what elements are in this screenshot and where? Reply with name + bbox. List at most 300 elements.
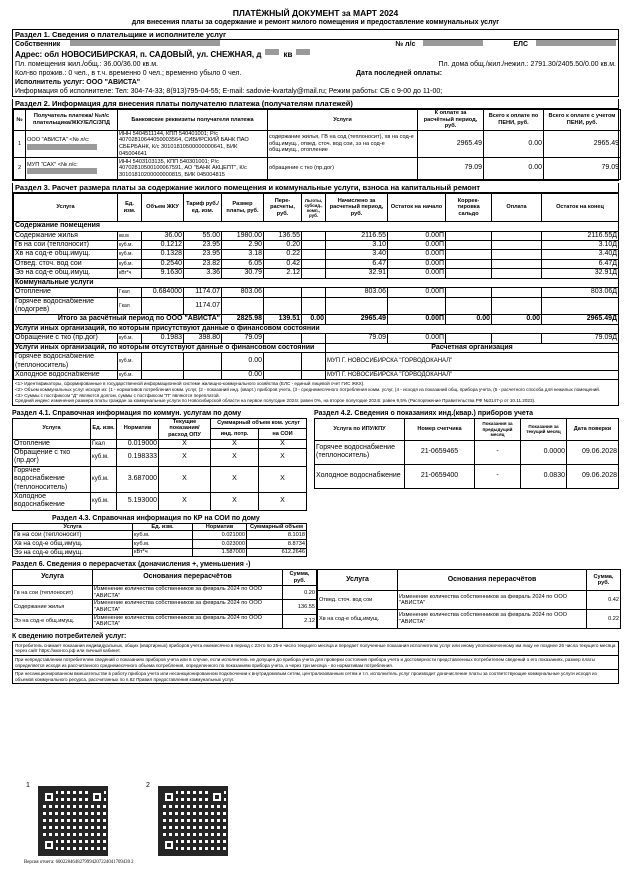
nodata-unit: куб.м. — [118, 353, 142, 371]
recalc — [264, 297, 302, 315]
qr-code-1 — [38, 786, 108, 856]
adjustment — [446, 334, 492, 343]
recalc-tables — [12, 569, 619, 629]
address-row — [13, 49, 618, 60]
total-adjustment: 0.00 — [446, 315, 492, 324]
tariff: 398.80 — [184, 334, 222, 343]
total-volume: 8.8734 — [247, 540, 307, 549]
col-individual: инд. потр. — [211, 429, 259, 439]
volume: 0.1212 — [142, 241, 184, 250]
charge-row — [14, 297, 619, 315]
group-other-orgs-nodata: Услуги иных организаций, по которым отсутствуют данные о финансовом состоянии — [14, 343, 326, 353]
col-tariff: Тариф руб./ ед. изм. — [184, 194, 222, 222]
service: Обращение с тко (пр.дог) — [13, 449, 91, 467]
col-service: Услуга — [13, 523, 133, 531]
col-reason: Основания перерасчётов — [93, 570, 283, 586]
col-current: Показания за текущий месяц — [521, 418, 567, 440]
total-row — [14, 315, 619, 324]
start-balance: 0.00П — [388, 269, 446, 278]
section-4-3-title: Раздел 4.3. Справочная информация по КР на СОИ по дому — [52, 514, 260, 522]
recalc: 2.12 — [264, 269, 302, 278]
last-payment: Дата последней оплаты: — [356, 70, 443, 77]
footnote: Средний индекс изменения размера платы граждан за коммунальные услуги по Новосибирской области на первое полугодие 2024г. равен 0%, на второе полугодие 2024г. равен 9,5% (Распоряжение Правительства РФ №3147-р от 10.11.2023). — [15, 398, 536, 404]
current: 0.0000 — [521, 440, 567, 464]
recipient-cell — [26, 130, 118, 157]
prev: - — [475, 440, 521, 464]
benefits — [302, 250, 326, 259]
col-common: на СОИ — [259, 429, 307, 439]
charge-row — [14, 241, 619, 250]
maintenance-rows — [14, 231, 619, 278]
qr-code-2 — [158, 786, 228, 856]
individual: X — [211, 449, 259, 467]
tariff: 23.95 — [184, 241, 222, 250]
section-2 — [12, 99, 619, 181]
qr-label-1: 1 — [26, 782, 30, 789]
tariff: 1174.07 — [184, 288, 222, 297]
common: X — [259, 439, 307, 448]
col-prev: Показания за предыдущий месяц — [475, 418, 521, 440]
footnote: <2> Объем коммунальных услуг исходя из: (1 - нормативов потребления комм. услуг, (2 - показаний инд. (кварт.) приборов учета, (3 - среднемесячного потребления комм. услуг, (4 - исходя из показаний общ. прибора учета, (5 - расчетного способа для нежилых помещений. — [15, 387, 601, 393]
volume: 0.1328 — [142, 250, 184, 259]
meters-rows — [315, 440, 619, 488]
current: 0.0830 — [521, 464, 567, 488]
house-area: Пл. дома общ./жил./нежил.: 2791.30/2405.50/0.00 кв.м. — [438, 61, 616, 68]
executor: Исполнитель услуг: ООО "АВИСТА" — [15, 79, 141, 86]
col-benefits: Льготы, субсид., комп., руб. — [302, 194, 326, 222]
nodata-service: Горячее водоснабжение (теплоноситель) — [14, 353, 118, 371]
prev: - — [475, 464, 521, 488]
col-bank: Банковские реквизиты получателя платежа — [118, 110, 268, 131]
service: Хв на сод-е общ.имущ. — [14, 250, 118, 259]
house-services-table — [12, 418, 307, 511]
house-services-header — [13, 418, 307, 428]
col-norm: Норматив — [117, 418, 159, 439]
qr-finder — [162, 838, 176, 852]
accrued: 6.47 — [326, 259, 388, 268]
qr-finder — [162, 790, 176, 804]
adjustment — [446, 269, 492, 278]
service: Горячее водоснабжение (теплоноситель) — [315, 440, 405, 464]
meter-number: 21-0659400 — [405, 464, 475, 488]
charge-row — [14, 250, 619, 259]
service: Горячее водоснабжение (подогрев) — [14, 297, 118, 315]
unit: куб.м. — [133, 540, 193, 549]
nodata-amount: 0.00 — [222, 353, 264, 371]
qr-finder — [90, 790, 104, 804]
individual: X — [211, 493, 259, 511]
reason: Изменение количества собственников за февраль 2024 по ООО "АВИСТА" — [398, 610, 587, 629]
payment — [492, 334, 542, 343]
peni: 0.00 — [484, 158, 544, 180]
recalc-row — [318, 591, 621, 610]
current: X — [159, 466, 211, 492]
col-volume: Объем ЖКУ — [142, 194, 184, 222]
nodata-org: МУП Г. НОВОСИБИРСКА "ГОРВОДОКАНАЛ" — [326, 371, 619, 380]
section-4-3 — [12, 514, 306, 557]
section-4-2-title: Раздел 4.2. Сведения о показаниях инд.(квар.) приборов учета — [314, 409, 534, 417]
col-accrued: Начислено за расчетный период, руб. — [326, 194, 388, 222]
kv-redacted — [296, 49, 310, 55]
charge-row — [14, 231, 619, 240]
col-num: № — [14, 110, 26, 131]
group-row — [14, 278, 619, 288]
reason: Изменение количества собственников за февраль 2024 по ООО "АВИСТА" — [398, 591, 587, 610]
unit: Гкал — [118, 288, 142, 297]
service: Отопление — [14, 288, 118, 297]
common: X — [259, 449, 307, 467]
notice-paragraph: Потребитель снимает показания индивидуальных, общих (квартирных) приборов учета ежемесячно в период с 23-го по 25-е число текущего месяца и передает полученные показания исполнителю услуг или иному уполномоченному им лицу не позднее 26 числа текущего месяца через сайт https://жкхнсо.рф или личный кабинет. — [13, 642, 618, 656]
total-recalc: 139.51 — [264, 315, 302, 324]
peni: 0.00 — [484, 130, 544, 157]
services: обращение с тко (пр.дог) — [268, 158, 418, 180]
meter-number: 21-0659465 — [405, 440, 475, 464]
charge: 30.79 — [222, 269, 264, 278]
footnotes — [13, 380, 618, 404]
service: Гв на сои (теплоносит) — [13, 586, 93, 600]
unit: куб.м. — [91, 493, 117, 511]
recalc-rows-left — [13, 586, 317, 629]
kr-table — [12, 523, 307, 557]
unit: кВт*ч — [133, 548, 193, 557]
kv-label: кв — [283, 50, 293, 59]
meters-table — [314, 418, 619, 489]
area-row — [13, 60, 618, 69]
charge: 79.09 — [222, 334, 264, 343]
recalc: 0.42 — [264, 259, 302, 268]
benefits — [302, 334, 326, 343]
volume: 0.1983 — [142, 334, 184, 343]
col-verify-date: Дата поверки — [567, 418, 619, 440]
tariff: 1174.07 — [184, 297, 222, 315]
col-start-balance: Остаток на начало — [388, 194, 446, 222]
total-accrued: 2965.49 — [326, 315, 388, 324]
ls-redacted — [423, 40, 483, 46]
amount: 136.55 — [283, 600, 317, 614]
end-balance: 3.40Д — [542, 250, 619, 259]
col-service: Услуга — [318, 570, 398, 591]
section-1 — [12, 29, 619, 97]
col-sum: К оплате за расчётный период, руб. — [418, 110, 484, 131]
col-unit: Ед. изм. — [118, 194, 142, 222]
section-3-title: Раздел 3. Расчет размера платы за содержание жилого помещения и коммунальные услуги, взноса на капитальный ремонт — [13, 183, 618, 193]
recalc-table-left — [12, 569, 317, 629]
recipients-table — [13, 109, 621, 180]
report-version: Версия отчета: 6002284648279994207224041709430 2 — [24, 860, 134, 865]
els-label: ЕЛС — [513, 41, 528, 48]
benefits — [302, 288, 326, 297]
current: X — [159, 449, 211, 467]
kr-rows — [13, 531, 307, 557]
charge: 1980.00 — [222, 231, 264, 240]
col-norm: Норматив — [193, 523, 247, 531]
norm: 0.021000 — [193, 531, 247, 540]
calc-org-label: Расчетная организация — [326, 343, 619, 353]
recipient-row — [14, 130, 621, 157]
section-4-1-title: Раздел 4.1. Справочная информация по коммун. услугам по дому — [12, 409, 242, 417]
house-service-row — [13, 449, 307, 467]
end-balance: 803.06Д — [542, 288, 619, 297]
start-balance: 0.00П — [388, 288, 446, 297]
adjustment — [446, 297, 492, 315]
kr-row — [13, 548, 307, 557]
qr-finder — [42, 838, 56, 852]
group-row — [14, 324, 619, 334]
tariff: 23.82 — [184, 259, 222, 268]
notice-paragraph: При несанкционированном вмешательстве в работу прибора учета или несанкционированном подключении к внутридомовым сетям, централизованным сетям и т.п. исполнитель услуг производит доначисление платы за соответствующие коммунальные услуги исходя из объемов коммунального ресурса, рассчитанных по п.62 Правил предоставления коммунальных услуг. — [15, 671, 597, 682]
verify-date: 09.06.2028 — [567, 440, 619, 464]
col-recalc: Пере-расчеты, руб. — [264, 194, 302, 222]
kr-header — [13, 523, 307, 531]
volume: 0.2540 — [142, 259, 184, 268]
qr-finder — [42, 790, 56, 804]
individual: X — [211, 439, 259, 448]
common: X — [259, 493, 307, 511]
kr-row — [13, 540, 307, 549]
recalc: 136.55 — [264, 231, 302, 240]
norm: 3.687000 — [117, 466, 159, 492]
nodata-service: Холодное водоснабжение — [14, 371, 118, 380]
service: Холодное водоснабжение — [13, 493, 91, 511]
amount: 0.22 — [587, 610, 621, 629]
group-row — [14, 222, 619, 232]
tariff: 23.95 — [184, 250, 222, 259]
col-reason: Основания перерасчётов — [398, 570, 587, 591]
service: Гв на сои (теплоносит) — [13, 531, 133, 540]
total-end-balance: 2965.49Д — [542, 315, 619, 324]
unit: куб.м. — [118, 250, 142, 259]
service: Ээ на сод-е общ.имущ. — [13, 548, 133, 557]
reason: Изменение количества собственников за февраль 2024 по ООО "АВИСТА" — [93, 586, 283, 600]
reason: Изменение количества собственников за февраль 2024 по ООО "АВИСТА" — [93, 600, 283, 614]
recalc-header — [318, 570, 621, 591]
total-volume: 8.1018 — [247, 531, 307, 540]
benefits — [302, 297, 326, 315]
reason: Изменение количества собственников за февраль 2024 по ООО "АВИСТА" — [93, 614, 283, 628]
norm: 0.023000 — [193, 540, 247, 549]
nodata-row — [14, 353, 619, 371]
service: Содержание жилья — [13, 600, 93, 614]
recalc: 0.20 — [264, 241, 302, 250]
accrued: 3.40 — [326, 250, 388, 259]
notice-box — [12, 641, 619, 685]
recipient-cell — [26, 158, 118, 180]
owner-row — [13, 40, 618, 49]
els-redacted — [536, 40, 616, 46]
adjustment — [446, 231, 492, 240]
total: 2965.49 — [544, 130, 621, 157]
recalc-row — [13, 614, 317, 628]
sum: 79.09 — [418, 158, 484, 180]
amount: 2.12 — [283, 614, 317, 628]
recipient-name: ООО "АВИСТА" <№ л/с: — [27, 137, 90, 144]
nodata-row — [14, 371, 619, 380]
service: Отвед. сточ. вод сои — [14, 259, 118, 268]
recalc-row — [13, 586, 317, 600]
adjustment — [446, 241, 492, 250]
unit: куб.м. — [118, 241, 142, 250]
house-service-row — [13, 466, 307, 492]
verify-date: 09.06.2028 — [567, 464, 619, 488]
qr-label-2: 2 — [146, 782, 150, 789]
bank-details: ИНН 5404511144, КПП 540401001; Р/с 40702810644050003564, СИБИРСКИЙ БАНК ПАО СБЕРБАНК, К/с 30101810500000000641, БИК 045004641 — [118, 130, 268, 157]
accrued: 32.91 — [326, 269, 388, 278]
current: X — [159, 439, 211, 448]
meter-row — [315, 440, 619, 464]
address: Адрес: обл НОВОСИБИРСКАЯ, п. САДОВЫЙ, ул. СНЕЖНАЯ, д — [15, 50, 262, 59]
residents-row — [13, 69, 618, 78]
col-charge: Размер платы, руб. — [222, 194, 264, 222]
recipient-redacted — [27, 168, 97, 174]
charge: 3.18 — [222, 250, 264, 259]
end-balance: 6.47Д — [542, 259, 619, 268]
residents: Кол-во прожив.: 0 чел., в т.ч. временно 0 чел.; временно убыло 0 чел. — [15, 70, 242, 77]
col-amount: Сумма, руб. — [587, 570, 621, 591]
individual: X — [211, 466, 259, 492]
payment — [492, 241, 542, 250]
col-adjustment: Коррек-тировка сальдо — [446, 194, 492, 222]
volume: 36.00 — [142, 231, 184, 240]
section-2-title: Раздел 2. Информация для внесения платы получателю платежа (получателям платежей) — [13, 99, 618, 109]
accrued: 3.10 — [326, 241, 388, 250]
payment — [492, 297, 542, 315]
payment — [492, 250, 542, 259]
service: Гв на сои (теплоносит) — [14, 241, 118, 250]
col-unit: Ед. изм. — [91, 418, 117, 439]
payment — [492, 259, 542, 268]
end-balance: 79.09Д — [542, 334, 619, 343]
footnote: <3> Суммы с постфиксом "Д" являются долгом, суммы с постфиксом "П" являются переплатой. — [15, 392, 220, 398]
notice-paragraph: При непредставлении потребителем сведений о показаниях приборов учета или в случае, если исполнитель не допущен до прибора учета для проверки состояния прибора учета и достоверности представленных потребителем сведений о его показаниях, размер платы определяется исходя из рассчитанного среднемесячного объема потребления, определенного по показаниям прибора учета, а через три месяца - по нормативам потребления. — [13, 656, 618, 670]
section-6 — [12, 560, 619, 629]
norm: 1.587000 — [193, 548, 247, 557]
apartment-area: Пл. помещения жил./общ.: 36.00/36.00 кв.м. — [15, 61, 158, 68]
row-num: 1 — [14, 130, 26, 157]
total-label: Итого за расчётный период по ООО "АВИСТА" — [14, 315, 222, 324]
unit: куб.м. — [91, 466, 117, 492]
start-balance: 0.00П — [388, 259, 446, 268]
document-title: ПЛАТЁЖНЫЙ ДОКУМЕНТ за МАРТ 2024 — [232, 8, 399, 18]
recipients-header — [14, 110, 621, 131]
benefits — [302, 231, 326, 240]
common: X — [259, 466, 307, 492]
end-balance: 32.91Д — [542, 269, 619, 278]
nodata-amount: 0.00 — [222, 371, 264, 380]
charges-header — [14, 194, 619, 222]
amount: 0.20 — [283, 586, 317, 600]
adjustment — [446, 288, 492, 297]
service: Отвед. сточ. вод сои — [318, 591, 398, 610]
charge-row — [14, 334, 619, 343]
section-4-1 — [12, 409, 306, 511]
bank-details: ИНН 5403103135, КПП 540301001; Р/с 40702810500100067591, АО "БАНК АКЦЕПТ", К/с 30101810200000000815, БИК 045004815 — [118, 158, 268, 180]
nodata-org: МУП Г. НОВОСИБИРСКА "ГОРВОДОКАНАЛ" — [326, 353, 619, 371]
adjustment — [446, 259, 492, 268]
kr-row — [13, 531, 307, 540]
document-subtitle: для внесения платы за содержание и ремонт жилого помещения и предоставление коммунальных услуг — [131, 19, 500, 26]
tariff: 55.00 — [184, 231, 222, 240]
service: Отопление — [13, 439, 91, 448]
executor-info: Информация об исполнителе: Тел: 304-74-33; 8(913)795-04-55; E-mail: sadovie-kvartaly@mail.ru; Режим работы: СБ с 9-00 до 11-00; — [15, 88, 443, 95]
unit: Гкал — [91, 439, 117, 448]
executor-info-row — [13, 87, 618, 96]
start-balance: 0.00П — [388, 241, 446, 250]
recalc-row — [318, 610, 621, 629]
col-amount: Сумма, руб. — [283, 570, 317, 586]
norm: 0.198333 — [117, 449, 159, 467]
service: Ээ на сод-е общ.имущ. — [13, 614, 93, 628]
owner-redacted — [70, 40, 220, 46]
row-num: 2 — [14, 158, 26, 180]
total-payment: 0.00 — [492, 315, 542, 324]
col-recipient: Получатель платежа/ №л/с плательщика/ЖКУ/ЕЛС/ЗПД — [26, 110, 118, 131]
recipient-row — [14, 158, 621, 180]
section-4-2 — [314, 409, 619, 511]
service: Содержание жилья — [14, 231, 118, 240]
service: Горячее водоснабжение (теплоноситель) — [13, 466, 91, 492]
section-4-block — [12, 409, 619, 511]
benefits — [302, 269, 326, 278]
group-other-orgs: Услуги иных организаций, по которым присутствуют данные о финансовом состоянии — [14, 324, 619, 334]
group-utilities: Коммунальные услуги — [14, 278, 619, 288]
unit: куб.м. — [118, 334, 142, 343]
recalc: 0.22 — [264, 250, 302, 259]
start-balance — [388, 297, 446, 315]
charge: 6.05 — [222, 259, 264, 268]
charge-row — [14, 288, 619, 297]
payment — [492, 288, 542, 297]
service: Хв на сод-е общ.имущ. — [318, 610, 398, 629]
house-services-rows — [13, 439, 307, 510]
accrued: 79.09 — [326, 334, 388, 343]
services: содержание жилья, ГВ на сод (теплоносит), хв на сод-е общ.имущ., отвед. сточ. вод сои, ээ на сод-е общ.имущ., отопление — [268, 130, 418, 157]
unit: Гкал — [118, 297, 142, 315]
recipient-redacted — [27, 144, 97, 150]
house-redacted — [265, 49, 279, 55]
tariff: 3.36 — [184, 269, 222, 278]
payment — [492, 269, 542, 278]
current: X — [159, 493, 211, 511]
total-volume: 612.2646 — [247, 548, 307, 557]
group-row — [14, 343, 619, 353]
house-service-row — [13, 439, 307, 448]
col-service: Услуга — [13, 418, 91, 439]
owner-label: Собственник — [15, 41, 61, 48]
service: Холодное водоснабжение — [315, 464, 405, 488]
meter-row — [315, 464, 619, 488]
norm: 0.019000 — [117, 439, 159, 448]
col-total-volume: Суммарный объем ком. услуг — [211, 418, 307, 428]
charge: 803.06 — [222, 288, 264, 297]
norm: 5.193000 — [117, 493, 159, 511]
volume: 9.1630 — [142, 269, 184, 278]
amount: 0.42 — [587, 591, 621, 610]
unit: кВт*ч — [118, 269, 142, 278]
qr-finder — [210, 790, 224, 804]
service: Ээ на сод-е общ.имущ. — [14, 269, 118, 278]
recalc-header — [13, 570, 317, 586]
unit: куб.м. — [133, 531, 193, 540]
end-balance — [542, 297, 619, 315]
benefits — [302, 241, 326, 250]
ls-label: № л/с — [395, 41, 416, 48]
service: Хв на сод-е общ.имущ. — [13, 540, 133, 549]
unit: кв.м — [118, 231, 142, 240]
start-balance: 0.00П — [388, 250, 446, 259]
section-6-title: Раздел 6. Сведения о перерасчетах (доначисления +, уменьшения -) — [12, 561, 251, 569]
unit: куб.м. — [91, 449, 117, 467]
footnote: <1> Идентификаторы, сформированные в государственной информационной системе жилищно-коммунального хозяйства (ЕЛС - единый лицевой счет ГИС ЖКХ). — [15, 381, 365, 387]
